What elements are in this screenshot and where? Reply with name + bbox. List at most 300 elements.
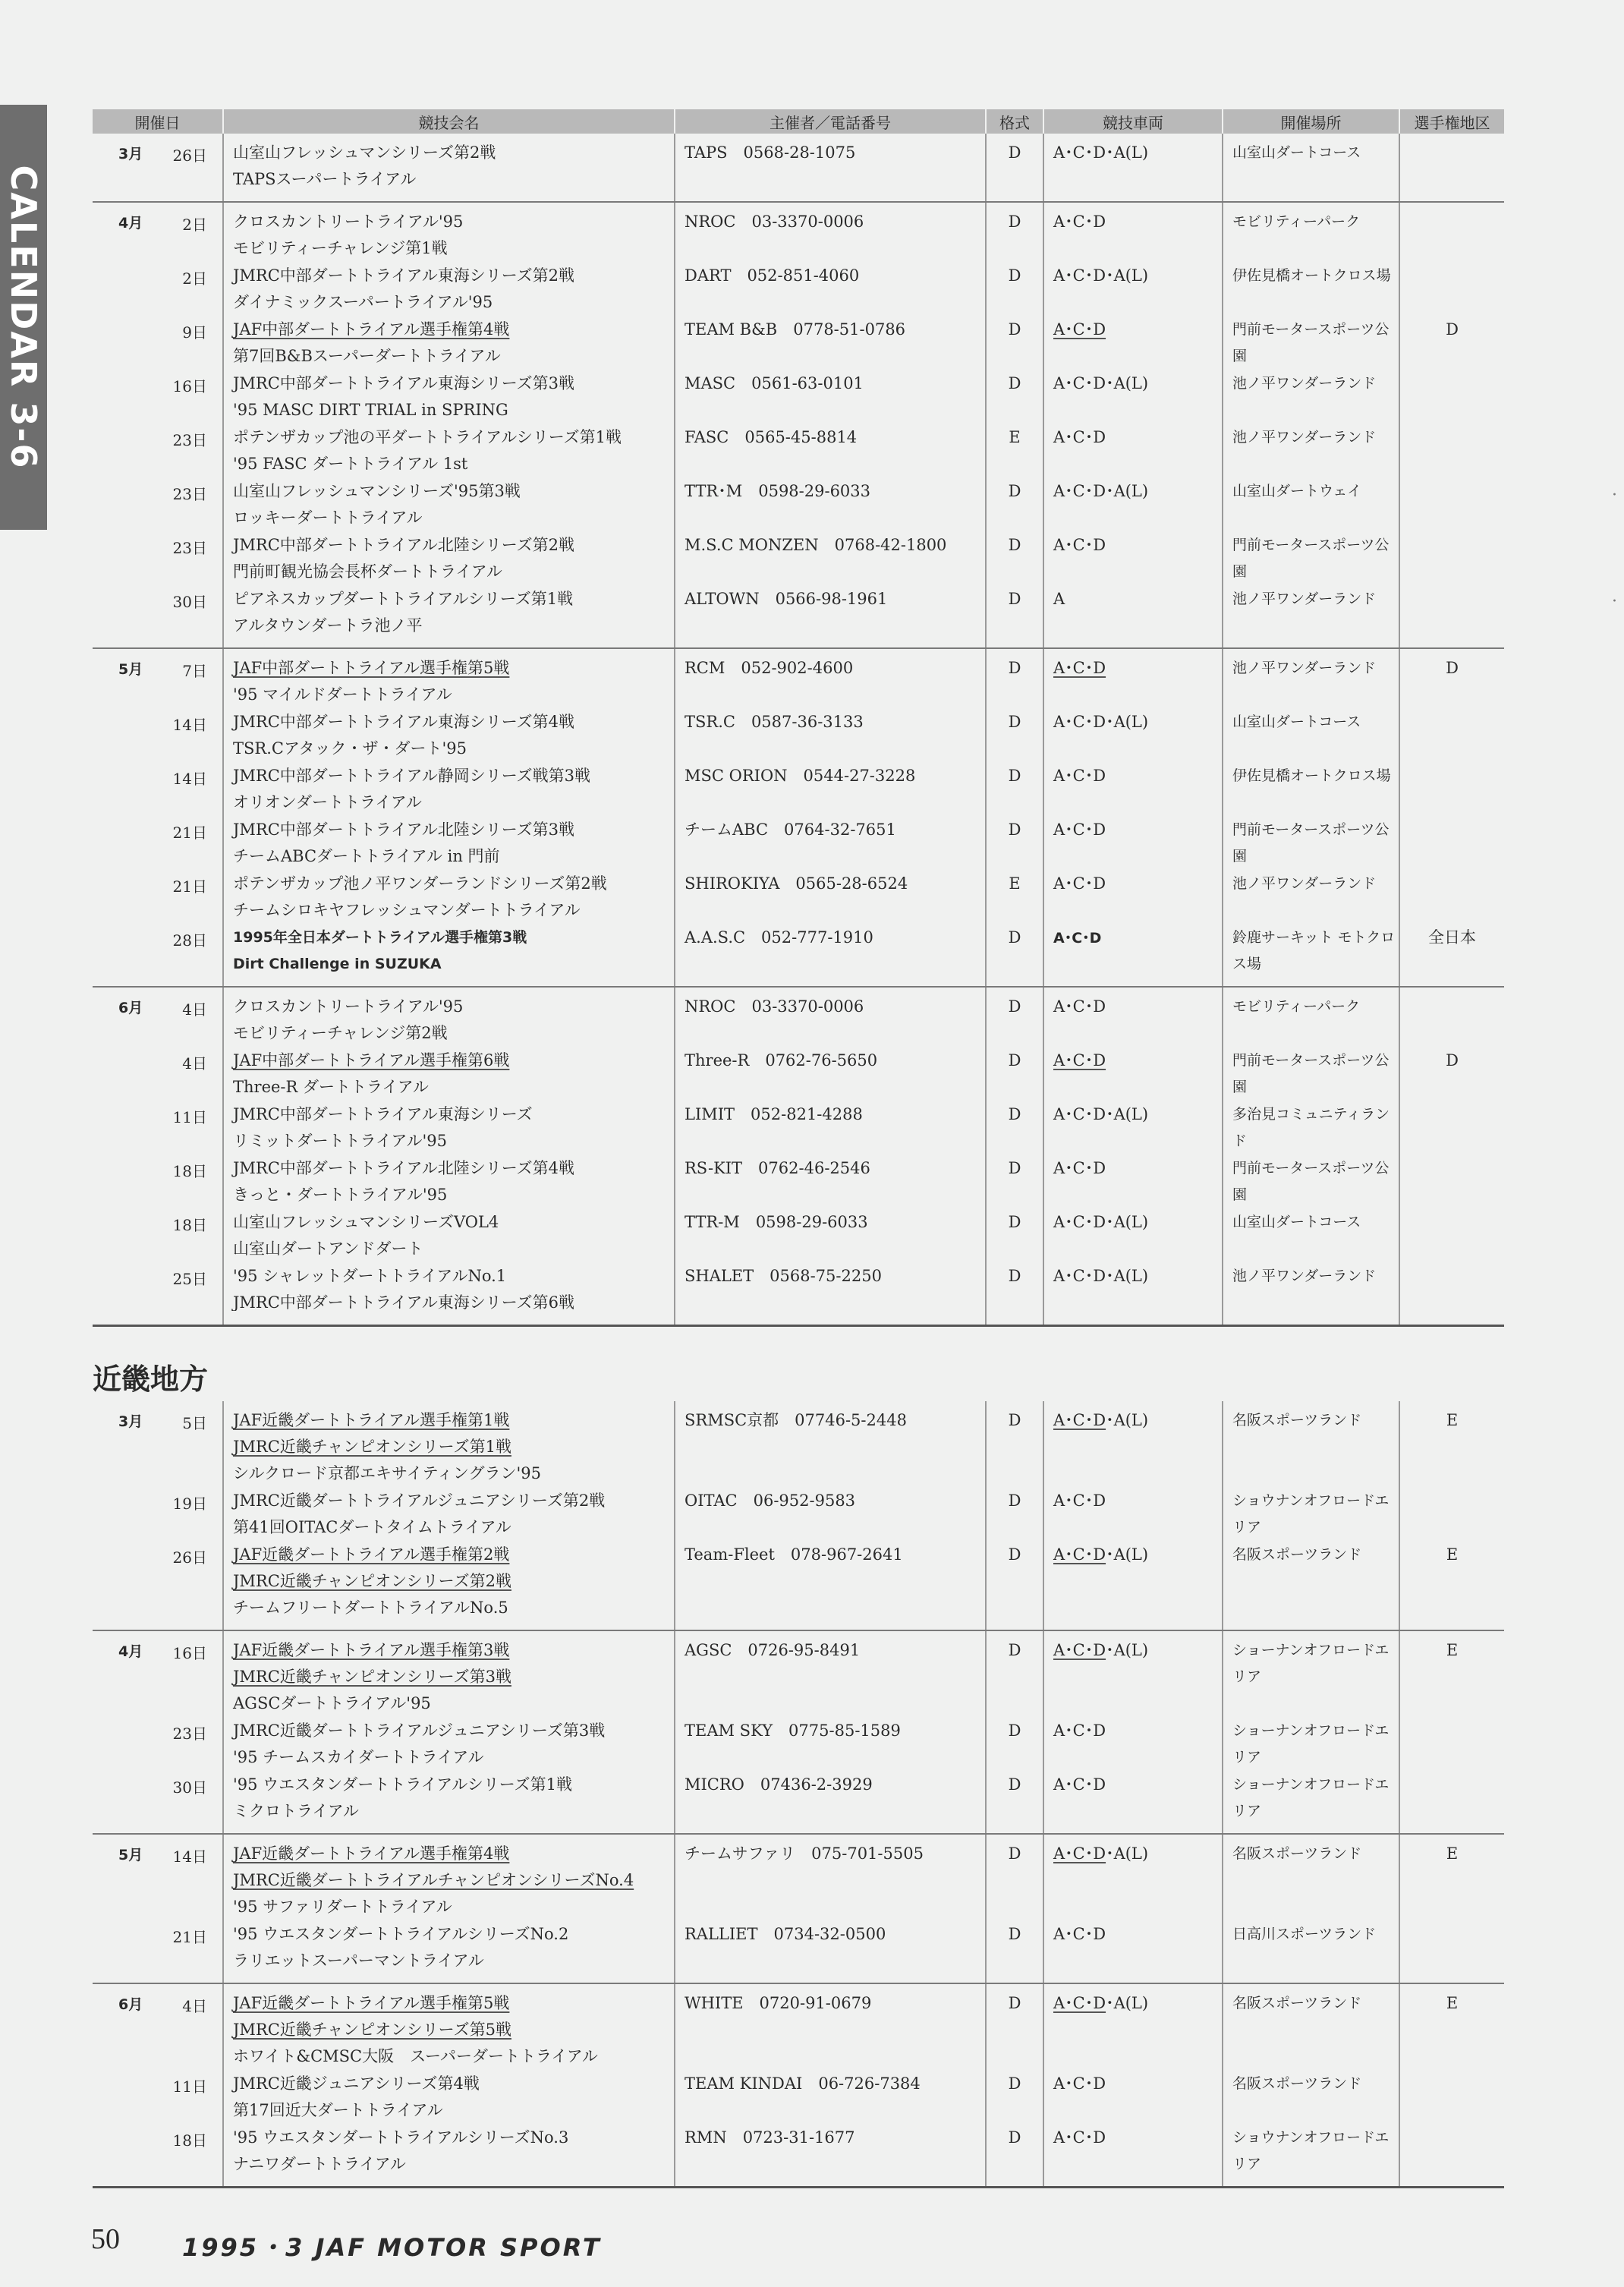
event-title bbox=[224, 310, 674, 364]
event-vehicles bbox=[1044, 1984, 1222, 2065]
championship-cell bbox=[1399, 648, 1504, 987]
event-day: 18日 bbox=[172, 2131, 207, 2150]
vehicle-classes-extra: ･A(L) bbox=[1106, 1994, 1149, 2012]
event-venue: 池ノ平ワンダーランド bbox=[1232, 1268, 1377, 1284]
event-title-line: '95 FASC ダートトライアル 1st bbox=[233, 455, 468, 472]
vehicle-classes: A･C･D bbox=[1053, 1411, 1106, 1429]
event-championship bbox=[1400, 865, 1504, 918]
vehicle-classes: A･C･D･A(L) bbox=[1053, 713, 1149, 731]
event-championship bbox=[1400, 1095, 1504, 1149]
event-title-line: ピアネスカップダートトライアルシリーズ第1戦 bbox=[233, 590, 574, 608]
event-title bbox=[224, 988, 674, 1041]
event-vehicles bbox=[1044, 703, 1222, 757]
event-title-line: JMRC中部ダートトライアル東海シリーズ第6戦 bbox=[233, 1293, 575, 1311]
vehicle-cell bbox=[1043, 1983, 1223, 2188]
event-title-line: 第41回OITACダートタイムトライアル bbox=[233, 1518, 511, 1536]
event-organizer: チームABC 0764-32-7651 bbox=[685, 821, 896, 839]
event-format: D bbox=[1008, 374, 1021, 392]
event-format: D bbox=[1008, 482, 1021, 500]
event-organizer: TTR･M 0598-29-6033 bbox=[685, 482, 871, 500]
event-venue: 名阪スポーツランド bbox=[1232, 1845, 1362, 1862]
event-vehicles bbox=[1044, 580, 1222, 634]
event-organizer: NROC 03-3370-0006 bbox=[685, 997, 864, 1016]
event-organizer: NROC 03-3370-0006 bbox=[685, 213, 864, 231]
vehicle-classes: A･C･D･A(L) bbox=[1053, 482, 1149, 500]
event-title-line: クロスカントリートライアル'95 bbox=[233, 997, 464, 1016]
event-title-line: クロスカントリートライアル'95 bbox=[233, 213, 464, 231]
event-title bbox=[224, 649, 674, 703]
event-title-line: '95 マイルドダートトライアル bbox=[233, 685, 452, 703]
vehicle-cell bbox=[1043, 134, 1223, 202]
event-championship bbox=[1400, 134, 1504, 187]
event-venue: 門前モータースポーツ公園 bbox=[1232, 321, 1390, 364]
event-title bbox=[224, 918, 674, 972]
event-title-line: モビリティーチャレンジ第2戦 bbox=[233, 1024, 448, 1041]
event-title-line: ミクロトライアル bbox=[233, 1802, 359, 1819]
month-label: 3月 bbox=[118, 146, 143, 162]
format-cell bbox=[986, 1834, 1043, 1983]
event-title bbox=[224, 1257, 674, 1311]
event-day: 30日 bbox=[172, 1778, 207, 1797]
format-cell bbox=[986, 1630, 1043, 1834]
vehicle-classes: A･C･D bbox=[1053, 320, 1106, 339]
event-venue: 多治見コミュニティランド bbox=[1232, 1106, 1390, 1149]
event-title-line: モビリティーチャレンジ第1戦 bbox=[233, 239, 448, 257]
event-vehicles bbox=[1044, 1712, 1222, 1766]
vehicle-classes: A･C･D bbox=[1053, 874, 1106, 893]
vehicle-classes: A･C･D bbox=[1053, 1545, 1106, 1564]
event-title-line: JMRC中部ダートトライアル静岡シリーズ戦第3戦 bbox=[233, 767, 591, 785]
event-vehicles bbox=[1044, 865, 1222, 918]
event-day: 14日 bbox=[172, 1848, 207, 1866]
vehicle-classes: A･C･D bbox=[1053, 1492, 1106, 1510]
organizer-cell bbox=[675, 202, 986, 648]
event-title bbox=[224, 1482, 674, 1536]
side-tab-label: CALENDAR 3-6 bbox=[3, 165, 44, 470]
month-cell bbox=[93, 648, 223, 987]
event-vehicles bbox=[1044, 918, 1222, 972]
event-title-line: TAPSスーパートライアル bbox=[233, 170, 417, 187]
event-day: 14日 bbox=[172, 716, 207, 734]
event-title-line: JMRC近畿チャンピオンシリーズ第5戦 bbox=[233, 2021, 511, 2039]
event-championship: D bbox=[1446, 1051, 1459, 1069]
event-title-line: '95 MASC DIRT TRIAL in SPRING bbox=[233, 401, 508, 418]
event-day: 23日 bbox=[172, 539, 207, 557]
event-title-line: リミットダートトライアル'95 bbox=[233, 1132, 447, 1149]
event-venue: 日高川スポーツランド bbox=[1232, 1926, 1377, 1942]
event-organizer: TSR.C 0587-36-3133 bbox=[685, 713, 864, 731]
month-group bbox=[93, 1834, 1504, 1983]
event-venue: ショウナンオフロードエリア bbox=[1232, 2129, 1390, 2172]
event-title-line: ロッキーダートトライアル bbox=[233, 509, 423, 526]
event-organizer: TAPS 0568-28-1075 bbox=[685, 143, 856, 162]
format-cell bbox=[986, 987, 1043, 1326]
month-group bbox=[93, 1630, 1504, 1834]
event-venue: 名阪スポーツランド bbox=[1232, 2075, 1362, 2092]
event-title-line: JAF近畿ダートトライアル選手権第2戦 bbox=[233, 1545, 510, 1564]
event-vehicles bbox=[1044, 1095, 1222, 1149]
event-title-line: JAF近畿ダートトライアル選手権第1戦 bbox=[233, 1411, 510, 1429]
vehicle-classes: A･C･D bbox=[1053, 1775, 1106, 1794]
event-venue: 名阪スポーツランド bbox=[1232, 1546, 1362, 1563]
event-championship bbox=[1400, 1203, 1504, 1257]
organizer-cell bbox=[675, 1834, 986, 1983]
event-title bbox=[224, 2118, 674, 2172]
event-title bbox=[224, 1766, 674, 1819]
venue-cell bbox=[1223, 202, 1399, 648]
event-venue: 池ノ平ワンダーランド bbox=[1232, 591, 1377, 607]
event-title-line: JMRC近畿ダートトライアルチャンピオンシリーズNo.4 bbox=[233, 1871, 634, 1889]
event-title-line: きっと・ダートトライアル'95 bbox=[233, 1186, 448, 1203]
event-format: D bbox=[1008, 928, 1021, 947]
event-title-line: Dirt Challenge in SUZUKA bbox=[233, 956, 442, 972]
event-title-line: アルタウンダートラ池ノ平 bbox=[233, 616, 423, 634]
event-format: D bbox=[1008, 1775, 1021, 1794]
championship-cell bbox=[1399, 202, 1504, 648]
event-title bbox=[224, 580, 674, 634]
event-organizer: AGSC 0726-95-8491 bbox=[685, 1641, 861, 1659]
event-format: D bbox=[1008, 767, 1021, 785]
vehicle-classes: A･C･D bbox=[1053, 1925, 1106, 1943]
event-title bbox=[224, 1915, 674, 1969]
event-day: 11日 bbox=[172, 1108, 207, 1126]
event-organizer: ALTOWN 0566-98-1961 bbox=[685, 590, 888, 608]
event-venue: モビリティーパーク bbox=[1232, 213, 1361, 230]
event-venue: 山室山ダートコース bbox=[1232, 714, 1361, 730]
event-organizer: MASC 0561-63-0101 bbox=[685, 374, 864, 392]
month-label: 4月 bbox=[118, 1643, 143, 1660]
event-vehicles bbox=[1044, 1915, 1222, 1969]
event-vehicles bbox=[1044, 257, 1222, 310]
month-group bbox=[93, 1983, 1504, 2188]
event-venue: 名阪スポーツランド bbox=[1232, 1995, 1362, 2011]
vehicle-classes: A･C･D･A(L) bbox=[1053, 1267, 1149, 1285]
month-cell bbox=[93, 202, 223, 648]
event-format: D bbox=[1008, 590, 1021, 608]
event-vehicles bbox=[1044, 1536, 1222, 1616]
event-format: D bbox=[1008, 1641, 1021, 1659]
event-format: D bbox=[1008, 997, 1021, 1016]
event-format: D bbox=[1008, 213, 1021, 231]
column-header: 主催者／電話番号 bbox=[675, 109, 986, 134]
event-day: 5日 bbox=[182, 1414, 207, 1432]
event-title-line: JMRC中部ダートトライアル東海シリーズ第3戦 bbox=[233, 374, 575, 392]
column-header: 格式 bbox=[986, 109, 1043, 134]
event-title bbox=[224, 1712, 674, 1766]
column-header: 競技車両 bbox=[1043, 109, 1223, 134]
event-title-line: 山室山ダートアンドダート bbox=[233, 1240, 423, 1257]
day-list bbox=[164, 997, 222, 1320]
event-day: 30日 bbox=[172, 593, 207, 611]
event-championship bbox=[1400, 526, 1504, 580]
event-championship: D bbox=[1446, 659, 1459, 677]
event-vehicles bbox=[1044, 649, 1222, 703]
vehicle-classes: A･C･D bbox=[1053, 1722, 1106, 1740]
event-title-line: ポテンザカップ池ノ平ワンダーランドシリーズ第2戦 bbox=[233, 874, 607, 893]
championship-cell bbox=[1399, 987, 1504, 1326]
organizer-cell bbox=[675, 1630, 986, 1834]
event-organizer: WHITE 0720-91-0679 bbox=[685, 1994, 872, 2012]
event-title-line: JMRC近畿ダートトライアルジュニアシリーズ第2戦 bbox=[233, 1492, 606, 1510]
edge-mark: · bbox=[1612, 592, 1617, 611]
vehicle-classes: A･C･D bbox=[1053, 1159, 1106, 1177]
event-day: 2日 bbox=[182, 216, 207, 234]
event-venue: 門前モータースポーツ公園 bbox=[1232, 821, 1390, 865]
championship-cell bbox=[1399, 134, 1504, 202]
event-title bbox=[224, 203, 674, 257]
event-title-line: ホワイト&CMSC大阪 スーパーダートトライアル bbox=[233, 2047, 598, 2065]
event-day: 23日 bbox=[172, 485, 207, 503]
event-championship bbox=[1400, 1712, 1504, 1766]
vehicle-classes-extra: ･A(L) bbox=[1106, 1411, 1149, 1429]
event-day: 18日 bbox=[172, 1162, 207, 1180]
event-format: D bbox=[1008, 1411, 1021, 1429]
day-list bbox=[164, 1993, 222, 2181]
event-title-line: JMRC近畿ジュニアシリーズ第4戦 bbox=[233, 2074, 480, 2093]
event-day: 16日 bbox=[172, 377, 207, 395]
event-title-line: JMRC中部ダートトライアル北陸シリーズ第2戦 bbox=[233, 536, 575, 554]
format-cell bbox=[986, 202, 1043, 648]
vehicle-classes: A･C･D bbox=[1053, 659, 1106, 677]
day-list bbox=[164, 658, 222, 981]
event-championship: E bbox=[1446, 1545, 1459, 1564]
event-organizer: A.A.S.C 052-777-1910 bbox=[685, 928, 873, 947]
event-title-line: JMRC近畿チャンピオンシリーズ第1戦 bbox=[233, 1438, 511, 1456]
month-group bbox=[93, 134, 1504, 202]
event-championship bbox=[1400, 1915, 1504, 1969]
month-group bbox=[93, 1401, 1504, 1630]
event-day: 21日 bbox=[172, 1928, 207, 1946]
title-cell bbox=[223, 648, 675, 987]
event-organizer: RS-KIT 0762-46-2546 bbox=[685, 1159, 870, 1177]
event-format: D bbox=[1008, 536, 1021, 554]
month-label: 4月 bbox=[118, 215, 143, 232]
vehicle-classes: A･C･D bbox=[1053, 2074, 1106, 2093]
event-day: 25日 bbox=[172, 1270, 207, 1288]
day-list bbox=[164, 1410, 222, 1625]
event-day: 19日 bbox=[172, 1495, 207, 1513]
vehicle-classes-extra: ･A(L) bbox=[1106, 1545, 1149, 1564]
event-vehicles bbox=[1044, 134, 1222, 187]
event-title-line: ポテンザカップ池の平ダートトライアルシリーズ第1戦 bbox=[233, 428, 622, 446]
championship-cell bbox=[1399, 1834, 1504, 1983]
event-vehicles bbox=[1044, 310, 1222, 364]
month-group bbox=[93, 648, 1504, 987]
event-title-line: '95 シャレットダートトライアルNo.1 bbox=[233, 1267, 507, 1285]
edge-mark: · bbox=[1612, 486, 1617, 505]
event-vehicles bbox=[1044, 1149, 1222, 1203]
event-venue: 池ノ平ワンダーランド bbox=[1232, 429, 1377, 446]
title-cell bbox=[223, 1630, 675, 1834]
event-title-line: ナニワダートトライアル bbox=[233, 2155, 406, 2172]
event-championship bbox=[1400, 257, 1504, 310]
event-organizer: SRMSC京都 07746-5-2448 bbox=[685, 1411, 907, 1429]
event-organizer: チームサファリ 075-701-5505 bbox=[685, 1844, 924, 1863]
vehicle-classes: A･C･D bbox=[1053, 1051, 1106, 1069]
organizer-cell bbox=[675, 1401, 986, 1630]
event-venue: 伊佐見橋オートクロス場 bbox=[1232, 267, 1391, 284]
event-championship bbox=[1400, 472, 1504, 526]
event-championship bbox=[1400, 203, 1504, 257]
event-day: 18日 bbox=[172, 1216, 207, 1234]
event-title-line: シルクロード京都エキサイティングラン'95 bbox=[233, 1464, 541, 1482]
event-vehicles bbox=[1044, 526, 1222, 580]
vehicle-classes: A･C･D bbox=[1053, 2128, 1106, 2147]
event-title-line: 山室山フレッシュマンシリーズ第2戦 bbox=[233, 143, 496, 162]
event-title bbox=[224, 2065, 674, 2118]
event-championship bbox=[1400, 418, 1504, 472]
event-title-line: チームフリートダートトライアルNo.5 bbox=[233, 1599, 508, 1616]
vehicle-cell bbox=[1043, 1630, 1223, 1834]
event-day: 4日 bbox=[182, 1000, 207, 1019]
event-vehicles bbox=[1044, 1041, 1222, 1095]
side-tab bbox=[0, 105, 47, 530]
event-venue: ショーナンオフロードエリア bbox=[1232, 1722, 1390, 1766]
event-venue: 鈴鹿サーキット モトクロス場 bbox=[1232, 929, 1396, 972]
event-organizer: TEAM KINDAI 06-726-7384 bbox=[685, 2074, 921, 2093]
event-venue: 門前モータースポーツ公園 bbox=[1232, 537, 1390, 580]
vehicle-cell bbox=[1043, 202, 1223, 648]
event-title-line: '95 ウエスタンダートトライアルシリーズNo.3 bbox=[233, 2128, 569, 2147]
event-title bbox=[224, 1203, 674, 1257]
vehicle-cell bbox=[1043, 648, 1223, 987]
day-list bbox=[164, 143, 222, 197]
event-organizer: Team-Fleet 078-967-2641 bbox=[685, 1545, 903, 1564]
vehicle-classes-extra: ･A(L) bbox=[1106, 1641, 1149, 1659]
event-venue: ショウナンオフロードエリア bbox=[1232, 1492, 1390, 1536]
page-number: 50 bbox=[91, 2223, 120, 2255]
event-vehicles bbox=[1044, 811, 1222, 865]
event-title bbox=[224, 865, 674, 918]
event-organizer: M.S.C MONZEN 0768-42-1800 bbox=[685, 536, 947, 554]
vehicle-classes: A･C･D bbox=[1053, 213, 1106, 231]
title-cell bbox=[223, 987, 675, 1326]
event-day: 21日 bbox=[172, 824, 207, 842]
event-format: E bbox=[1009, 874, 1021, 893]
event-championship: 全日本 bbox=[1428, 928, 1476, 947]
month-label: 3月 bbox=[118, 1413, 143, 1430]
event-venue: 池ノ平ワンダーランド bbox=[1232, 875, 1377, 892]
event-title bbox=[224, 1401, 674, 1482]
event-venue: モビリティーパーク bbox=[1232, 998, 1361, 1015]
event-organizer: RCM 052-902-4600 bbox=[685, 659, 854, 677]
venue-cell bbox=[1223, 134, 1399, 202]
month-cell bbox=[93, 1834, 223, 1983]
event-championship bbox=[1400, 364, 1504, 418]
event-format: D bbox=[1008, 1844, 1021, 1863]
month-group bbox=[93, 987, 1504, 1326]
event-title bbox=[224, 1149, 674, 1203]
vehicle-cell bbox=[1043, 1401, 1223, 1630]
event-day: 16日 bbox=[172, 1644, 207, 1662]
format-cell bbox=[986, 648, 1043, 987]
event-title-line: チームABCダートトライアル in 門前 bbox=[233, 847, 500, 865]
event-format: D bbox=[1008, 713, 1021, 731]
event-day: 26日 bbox=[172, 1548, 207, 1567]
event-title-line: JMRC中部ダートトライアル北陸シリーズ第4戦 bbox=[233, 1159, 575, 1177]
event-championship bbox=[1400, 1257, 1504, 1311]
event-organizer: SHIROKIYA 0565-28-6524 bbox=[685, 874, 908, 893]
event-title bbox=[224, 1984, 674, 2065]
vehicle-classes: A･C･D bbox=[1053, 997, 1106, 1016]
event-title bbox=[224, 1631, 674, 1712]
event-day: 2日 bbox=[182, 269, 207, 288]
vehicle-classes: A･C･D bbox=[1053, 821, 1106, 839]
event-title-line: Three-R ダートトライアル bbox=[233, 1078, 429, 1095]
event-title bbox=[224, 1536, 674, 1616]
column-header: 開催場所 bbox=[1223, 109, 1399, 134]
event-championship bbox=[1400, 1482, 1504, 1536]
title-cell bbox=[223, 1983, 675, 2188]
event-title-line: 山室山フレッシュマンシリーズ'95第3戦 bbox=[233, 482, 521, 500]
event-format: D bbox=[1008, 1492, 1021, 1510]
event-organizer: TEAM B&B 0778-51-0786 bbox=[685, 320, 906, 339]
title-cell bbox=[223, 1401, 675, 1630]
vehicle-classes-extra: ･A(L) bbox=[1106, 1844, 1149, 1863]
event-title-line: ダイナミックスーパートライアル'95 bbox=[233, 293, 493, 310]
event-championship bbox=[1400, 703, 1504, 757]
event-organizer: FASC 0565-45-8814 bbox=[685, 428, 858, 446]
event-championship bbox=[1400, 580, 1504, 634]
event-organizer: SHALET 0568-75-2250 bbox=[685, 1267, 882, 1285]
organizer-cell bbox=[675, 1983, 986, 2188]
event-championship bbox=[1400, 1149, 1504, 1203]
event-title-line: オリオンダートトライアル bbox=[233, 793, 422, 811]
vehicle-classes: A･C･D･A(L) bbox=[1053, 143, 1149, 162]
event-venue: 伊佐見橋オートクロス場 bbox=[1232, 767, 1391, 784]
event-title-line: AGSCダートトライアル'95 bbox=[233, 1694, 431, 1712]
event-format: D bbox=[1008, 266, 1021, 285]
event-title-line: JAF近畿ダートトライアル選手権第4戦 bbox=[233, 1844, 510, 1863]
event-organizer: RALLIET 0734-32-0500 bbox=[685, 1925, 886, 1943]
event-title bbox=[224, 1835, 674, 1915]
month-cell bbox=[93, 987, 223, 1326]
event-format: D bbox=[1008, 2074, 1021, 2093]
event-title-line: JMRC中部ダートトライアル東海シリーズ第2戦 bbox=[233, 266, 575, 285]
vehicle-classes: A･C･D bbox=[1053, 536, 1106, 554]
event-format: D bbox=[1008, 659, 1021, 677]
event-title-line: 1995年全日本ダートトライアル選手権第3戦 bbox=[233, 929, 527, 946]
vehicle-classes: A･C･D bbox=[1053, 428, 1106, 446]
event-title bbox=[224, 364, 674, 418]
event-title bbox=[224, 1095, 674, 1149]
event-format: D bbox=[1008, 1925, 1021, 1943]
region-title: 近畿地方 bbox=[93, 1362, 209, 1396]
event-day: 23日 bbox=[172, 431, 207, 449]
event-format: D bbox=[1008, 1105, 1021, 1123]
event-vehicles bbox=[1044, 418, 1222, 472]
organizer-cell bbox=[675, 987, 986, 1326]
event-day: 21日 bbox=[172, 877, 207, 896]
day-list bbox=[164, 1844, 222, 1978]
event-title-line: JAF近畿ダートトライアル選手権第5戦 bbox=[233, 1994, 510, 2012]
event-day: 14日 bbox=[172, 770, 207, 788]
event-title bbox=[224, 811, 674, 865]
month-label: 6月 bbox=[118, 1996, 143, 2013]
venue-cell bbox=[1223, 1630, 1399, 1834]
vehicle-classes: A･C･D･A(L) bbox=[1053, 1105, 1149, 1123]
event-organizer: TEAM SKY 0775-85-1589 bbox=[685, 1722, 901, 1740]
event-organizer: TTR-M 0598-29-6033 bbox=[685, 1213, 868, 1231]
event-vehicles bbox=[1044, 1835, 1222, 1915]
venue-cell bbox=[1223, 648, 1399, 987]
event-day: 7日 bbox=[182, 662, 207, 680]
event-championship: E bbox=[1446, 1641, 1459, 1659]
vehicle-classes: A･C･D bbox=[1053, 1994, 1106, 2012]
venue-cell bbox=[1223, 1401, 1399, 1630]
event-title-line: JMRC中部ダートトライアル東海シリーズ第4戦 bbox=[233, 713, 575, 731]
event-vehicles bbox=[1044, 2118, 1222, 2172]
